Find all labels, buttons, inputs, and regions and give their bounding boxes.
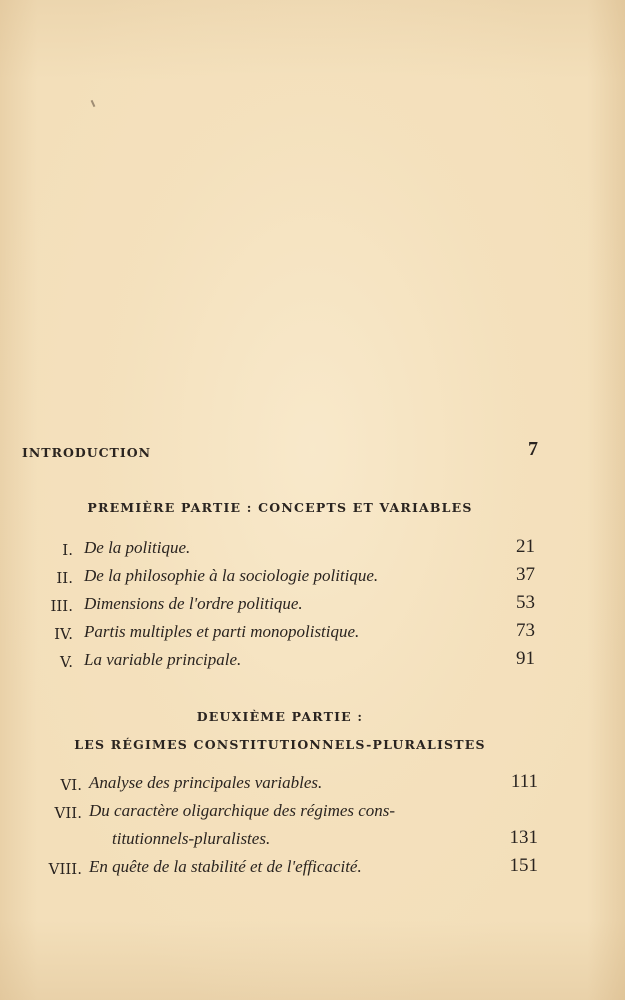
chapter-1-number: I. — [62, 541, 73, 559]
chapter-7-title: Du caractère oligarchique des régimes cons- — [89, 801, 396, 820]
chapter-7-number: VII. — [54, 804, 82, 822]
chapter-8-number: VIII. — [48, 860, 82, 878]
introduction-page-number: 7 — [528, 438, 538, 460]
introduction-label: INTRODUCTION — [22, 445, 152, 460]
chapter-7-title-continuation: titutionnels-pluralistes. — [112, 829, 271, 848]
chapter-5-title: La variable principale. — [84, 650, 242, 669]
part1-heading: PREMIÈRE PARTIE : CONCEPTS ET VARIABLES — [87, 500, 473, 515]
chapter-8-page: 151 — [509, 855, 538, 876]
chapter-7-page: 131 — [509, 827, 538, 848]
chapter-4-title: Partis multiples et parti monopolistique. — [84, 622, 360, 641]
chapter-4-number: IV. — [54, 625, 73, 643]
chapter-6-page: 111 — [510, 771, 538, 792]
chapter-2-number: II. — [56, 569, 73, 587]
chapter-1-page: 21 — [516, 536, 535, 557]
chapter-3-title: Dimensions de l'ordre politique. — [84, 594, 303, 613]
chapter-2-page: 37 — [516, 564, 535, 585]
chapter-3-page: 53 — [516, 592, 535, 613]
part2-heading-line2: LES RÉGIMES CONSTITUTIONNELS-PLURALISTES — [74, 737, 486, 752]
chapter-6-number: VI. — [60, 776, 82, 794]
chapter-5-number: V. — [60, 653, 73, 671]
chapter-4-page: 73 — [516, 620, 535, 641]
chapter-2-title: De la philosophie à la sociologie politique. — [84, 566, 379, 585]
chapter-8-title: En quête de la stabilité et de l'efficacité. — [89, 857, 362, 876]
chapter-5-page: 91 — [516, 648, 535, 669]
paper-speck — [91, 100, 96, 107]
chapter-6-title: Analyse des principales variables. — [89, 773, 323, 792]
chapter-3-number: III. — [50, 597, 73, 615]
chapter-1-title: De la politique. — [84, 538, 191, 557]
part2-heading-line1: DEUXIÈME PARTIE : — [196, 709, 364, 724]
